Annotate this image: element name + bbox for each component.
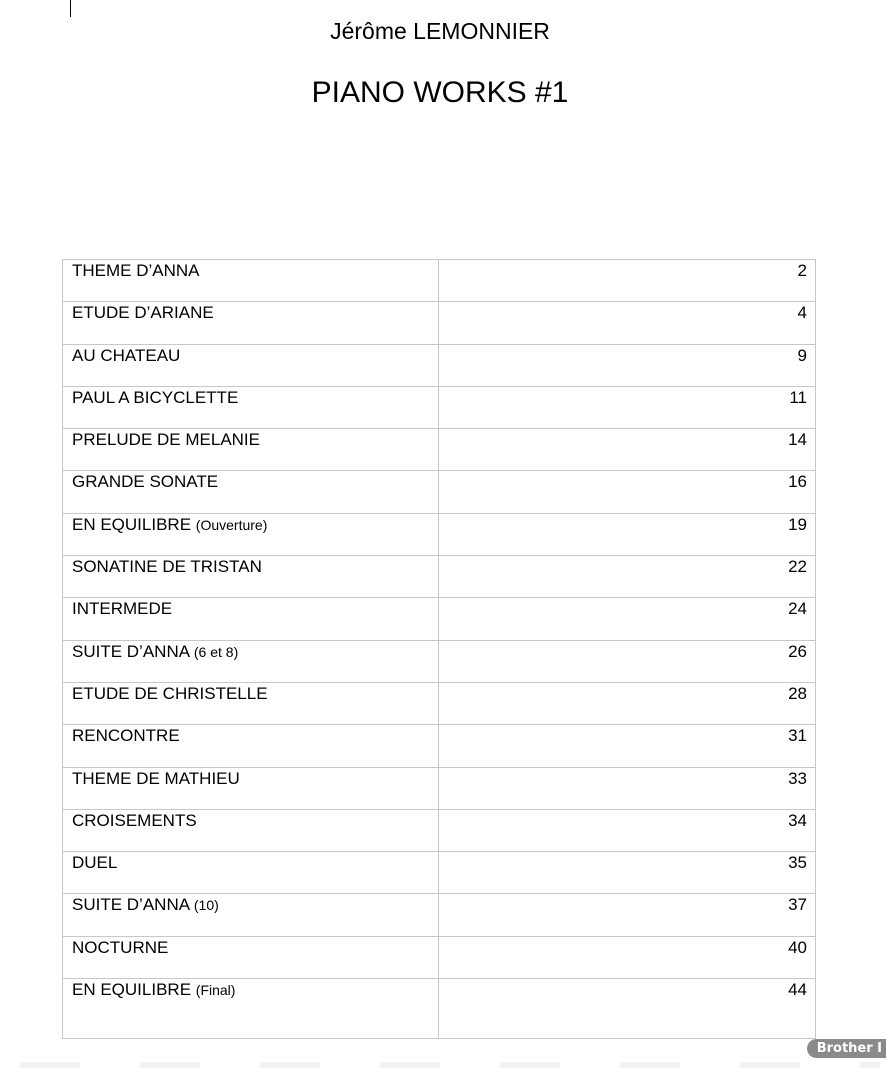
page-number: 22 xyxy=(788,557,807,577)
page-number-cell xyxy=(439,302,816,344)
page-number-cell xyxy=(439,260,816,302)
piece-title: EN EQUILIBRE xyxy=(72,980,192,1000)
piece-title: GRANDE SONATE xyxy=(72,472,219,492)
page-number: 19 xyxy=(788,514,807,534)
page-number: 16 xyxy=(788,472,807,492)
page-number-cell xyxy=(439,725,816,767)
page-number-cell xyxy=(439,513,816,555)
page-number-cell xyxy=(439,640,816,682)
table-row xyxy=(63,852,816,894)
table-row xyxy=(63,725,816,767)
table-of-contents xyxy=(62,259,816,1039)
piece-title-cell xyxy=(63,260,439,302)
piece-title-cell xyxy=(63,767,439,809)
page-number: 35 xyxy=(788,853,807,873)
page-number-cell xyxy=(439,979,816,1039)
page-number-cell xyxy=(439,429,816,471)
page-number-cell xyxy=(439,809,816,851)
table-row xyxy=(63,598,816,640)
page-number: 26 xyxy=(788,641,807,661)
piece-title-cell xyxy=(63,682,439,724)
piece-title-cell xyxy=(63,302,439,344)
piece-title: ETUDE DE CHRISTELLE xyxy=(72,683,268,703)
piece-title-cell xyxy=(63,344,439,386)
page-number-cell xyxy=(439,386,816,428)
piece-title-cell xyxy=(63,471,439,513)
table-row xyxy=(63,471,816,513)
piece-title: THEME D’ANNA xyxy=(72,261,200,280)
piece-title-cell xyxy=(63,894,439,936)
piece-title: THEME DE MATHIEU xyxy=(72,768,240,788)
text-cursor xyxy=(70,0,71,17)
piece-title-cell xyxy=(63,852,439,894)
piece-note: (Final) xyxy=(195,982,236,999)
table-row xyxy=(63,429,816,471)
piece-title-cell xyxy=(63,556,439,598)
page-number: 24 xyxy=(788,599,807,619)
page-number: 31 xyxy=(788,726,807,746)
piece-title-cell xyxy=(63,386,439,428)
page-edge-strip xyxy=(20,1062,880,1068)
table-row xyxy=(63,809,816,851)
piece-title-cell xyxy=(63,936,439,978)
piece-title: NOCTURNE xyxy=(72,937,169,957)
table-row xyxy=(63,936,816,978)
page-number: 34 xyxy=(788,810,807,830)
page-number-cell xyxy=(439,852,816,894)
page-number: 2 xyxy=(797,261,807,280)
page-number-cell xyxy=(439,598,816,640)
page-number: 37 xyxy=(788,895,807,915)
piece-title: PAUL A BICYCLETTE xyxy=(72,387,239,407)
table-row xyxy=(63,979,816,1039)
page-number-cell xyxy=(439,936,816,978)
piece-title: DUEL xyxy=(72,853,118,873)
piece-title-cell xyxy=(63,429,439,471)
brother-badge[interactable]: Brother I xyxy=(807,1039,886,1058)
page-number: 4 xyxy=(797,303,807,323)
page-number: 40 xyxy=(788,937,807,957)
piece-note: (10) xyxy=(193,897,219,914)
table-row xyxy=(63,767,816,809)
table-row xyxy=(63,894,816,936)
table-row xyxy=(63,260,816,302)
page-number: 28 xyxy=(788,683,807,703)
page-number-cell xyxy=(439,556,816,598)
table-row xyxy=(63,302,816,344)
page-number-cell xyxy=(439,894,816,936)
page-number-cell xyxy=(439,344,816,386)
piece-title-cell xyxy=(63,979,439,1039)
piece-title-cell xyxy=(63,513,439,555)
piece-title: PRELUDE DE MELANIE xyxy=(72,430,260,450)
piece-title-cell xyxy=(63,725,439,767)
piece-title-cell xyxy=(63,640,439,682)
page-number-cell xyxy=(439,767,816,809)
page-number: 9 xyxy=(797,345,807,365)
piece-title: RENCONTRE xyxy=(72,726,180,746)
page-number-cell xyxy=(439,682,816,724)
table-row xyxy=(63,386,816,428)
page-number: 11 xyxy=(789,387,807,407)
page-number-cell xyxy=(439,471,816,513)
piece-title: EN EQUILIBRE xyxy=(72,514,192,534)
piece-title-cell xyxy=(63,809,439,851)
page-number: 14 xyxy=(788,430,807,450)
piece-note: (6 et 8) xyxy=(193,643,239,660)
page-number: 33 xyxy=(788,768,807,788)
piece-title: AU CHATEAU xyxy=(72,345,181,365)
piece-title: SONATINE DE TRISTAN xyxy=(72,557,262,577)
piece-title: ETUDE D’ARIANE xyxy=(72,303,214,323)
table-row xyxy=(63,344,816,386)
page-number: 44 xyxy=(788,980,807,1000)
table-row xyxy=(63,682,816,724)
author-name: Jérôme LEMONNIER xyxy=(330,18,550,44)
document-title: PIANO WORKS #1 xyxy=(311,76,569,109)
piece-title: SUITE D’ANNA xyxy=(72,895,190,915)
piece-note: (Ouverture) xyxy=(195,516,268,533)
table-row xyxy=(63,513,816,555)
piece-title-cell xyxy=(63,598,439,640)
piece-title: SUITE D’ANNA xyxy=(72,641,190,661)
table-row xyxy=(63,640,816,682)
piece-title: INTERMEDE xyxy=(72,599,173,619)
piece-title: CROISEMENTS xyxy=(72,810,197,830)
table-row xyxy=(63,556,816,598)
